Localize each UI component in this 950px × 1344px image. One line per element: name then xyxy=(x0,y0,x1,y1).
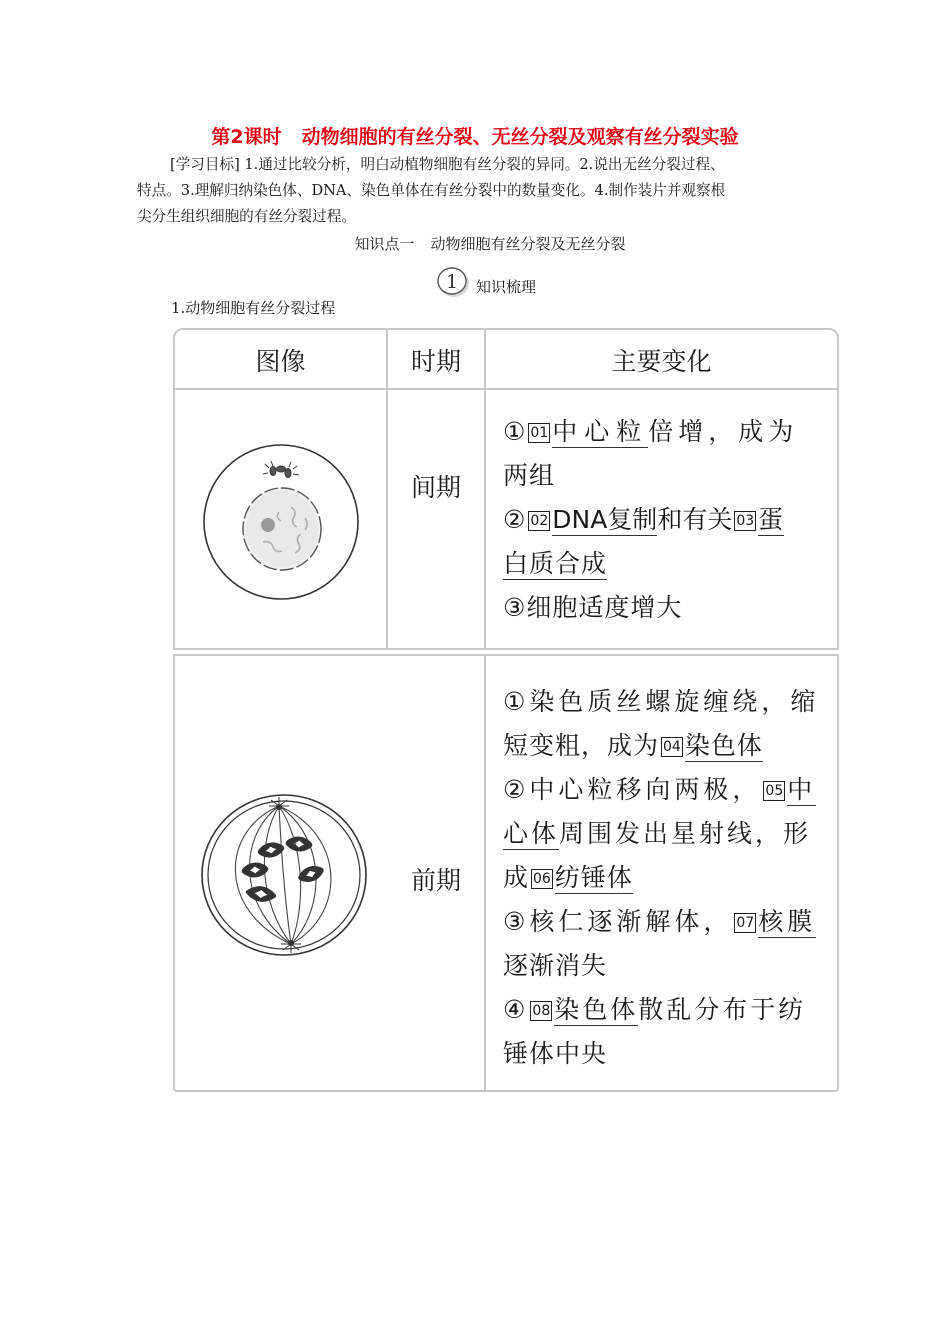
interphase-item-1: ① 01 中心粒倍增，成为 xyxy=(503,417,799,446)
blank-number-06: 06 xyxy=(533,871,551,887)
blank-number-01: 01 xyxy=(530,425,549,441)
blank-number-04: 04 xyxy=(663,739,681,755)
header-changes: 主要变化 xyxy=(611,347,712,376)
blank-number-07: 07 xyxy=(736,915,755,931)
answer-chromosome-2: 染色体 xyxy=(554,995,639,1024)
prophase-item-2-cont: 心体周围发出星射线，形 xyxy=(503,819,812,848)
prophase-item-2: ②中心粒移向两极， 05 中 xyxy=(503,775,817,804)
answer-chromosome: 染色体 xyxy=(684,731,763,760)
period-interphase: 间期 xyxy=(410,473,461,502)
period-prophase: 前期 xyxy=(410,866,461,895)
section-heading: 1.动物细胞有丝分裂过程 xyxy=(171,299,336,317)
lesson-title xyxy=(0,122,950,149)
prophase-item-4: ④ 08 染色体散乱分布于纺 xyxy=(503,995,807,1024)
answer-centrosome-part-1: 中 xyxy=(787,775,817,804)
badge-label: 知识梳理 xyxy=(476,278,537,296)
knowledge-point-heading xyxy=(0,233,950,254)
interphase-cell-illustration xyxy=(201,442,361,602)
mitosis-table-part-2 xyxy=(173,654,839,1092)
answer-centriole: 中心粒 xyxy=(552,417,649,446)
learning-goals xyxy=(137,152,829,230)
answer-dna-replication: DNA复制 xyxy=(552,505,658,534)
prophase-cell-illustration xyxy=(199,792,369,958)
interphase-item-3: ③细胞适度增大 xyxy=(503,593,683,622)
circle-number-icon xyxy=(436,264,472,300)
blank-number-03: 03 xyxy=(736,513,755,529)
goals-line-2: 特点。3.理解归纳染色体、DNA、染色单体在有丝分裂中的数量变化。4.制作装片并观察根 xyxy=(137,182,726,199)
blank-number-05: 05 xyxy=(765,783,784,799)
knowledge-point-label: 知识点一 xyxy=(354,235,415,253)
goals-line-3: 尖分生组织细胞的有丝分裂过程。 xyxy=(137,208,356,225)
answer-nuclear-membrane: 核膜 xyxy=(758,907,817,936)
knowledge-point-title: 动物细胞有丝分裂及无丝分裂 xyxy=(430,235,626,253)
prophase-item-1-cont: 短变粗，成为 04 染色体 xyxy=(503,731,763,760)
answer-centrosome-part-2: 心体 xyxy=(503,819,560,848)
prophase-item-2-cont-2: 成 06 纺锤体 xyxy=(503,863,633,892)
answer-protein-part-1: 蛋 xyxy=(758,505,785,534)
prophase-changes xyxy=(503,680,825,1076)
interphase-item-1-cont: 两组 xyxy=(503,461,556,490)
prophase-item-3: ③核仁逐渐解体， 07 核膜 xyxy=(503,907,817,936)
prophase-item-1: ①染色质丝螺旋缠绕，缩 xyxy=(503,687,820,716)
interphase-item-2-cont xyxy=(503,542,825,586)
blank-number-02: 02 xyxy=(530,513,549,529)
mitosis-table-part-1 xyxy=(173,328,839,650)
answer-spindle: 纺锤体 xyxy=(554,863,633,892)
header-image: 图像 xyxy=(255,347,306,376)
prophase-item-3-cont: 逐渐消失 xyxy=(503,951,608,980)
answer-protein-part-2: 白质合成 xyxy=(503,549,608,578)
prophase-item-4-cont: 锤体中央 xyxy=(503,1039,608,1068)
goals-line-1: [学习目标] 1.通过比较分析，明白动植物细胞有丝分裂的异同。2.说出无丝分裂过程、 xyxy=(170,156,725,173)
blank-number-08: 08 xyxy=(532,1003,551,1019)
interphase-item-2: ② 02 DNA复制和有关 03 蛋 xyxy=(503,505,785,534)
lesson-number: 第2课时 xyxy=(211,126,282,148)
header-period: 时期 xyxy=(410,347,461,376)
interphase-changes xyxy=(503,410,825,630)
lesson-name: 动物细胞的有丝分裂、无丝分裂及观察有丝分裂实验 xyxy=(301,126,739,148)
svg-text:1: 1 xyxy=(445,271,459,293)
